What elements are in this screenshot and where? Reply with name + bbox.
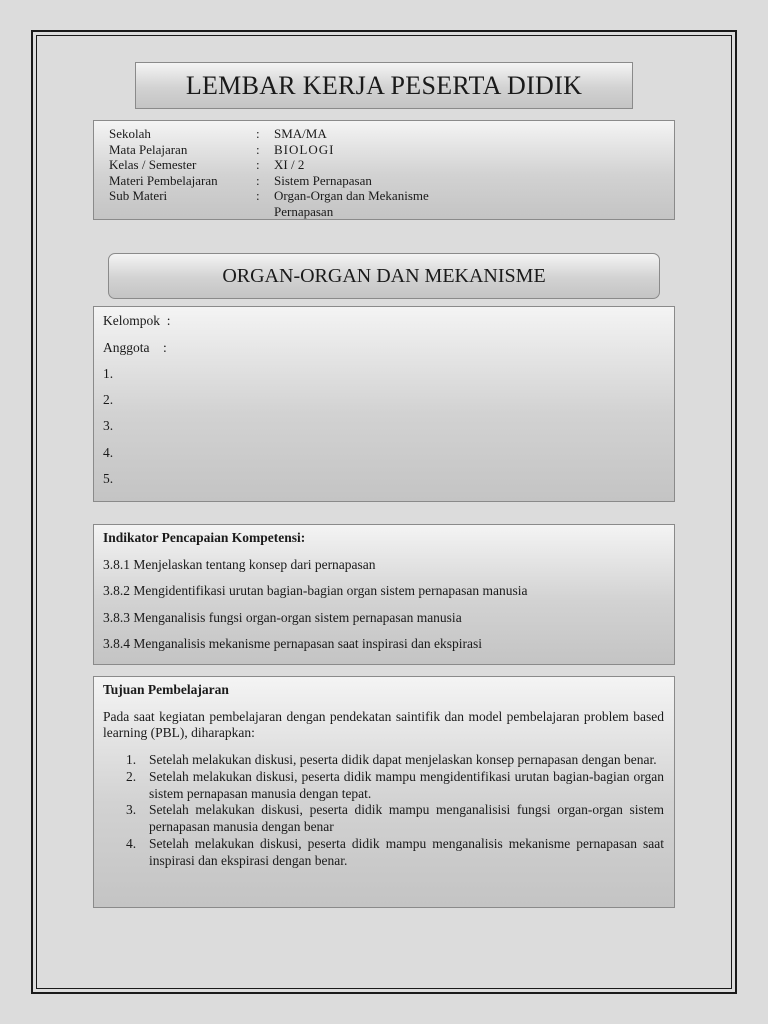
member-number: 1. [103, 366, 114, 381]
worksheet-title-box [135, 62, 633, 109]
info-label: Materi Pembelajaran [109, 172, 218, 188]
info-separator: : [256, 141, 260, 157]
indicator-item: 3.8.1 Menjelaskan tentang konsep dari pernapasan [103, 557, 376, 572]
objective-number: 2. [126, 768, 137, 784]
objective-number: 3. [126, 802, 137, 818]
member-number: 3. [103, 418, 114, 433]
objectives-list [103, 752, 664, 870]
objectives-intro: Pada saat kegiatan pembelajaran dengan pendekatan saintifik dan model pembelajaran problem based learning (PBL), diharapkan: [103, 709, 664, 740]
indicator-item: 3.8.2 Mengidentifikasi urutan bagian-bagian organ sistem pernapasan manusia [103, 583, 528, 598]
learning-objectives-box [93, 676, 675, 908]
info-separator: : [256, 157, 260, 172]
members-label: Anggota : [103, 340, 167, 355]
info-separator: : [256, 172, 260, 188]
subtopic-title-box [108, 253, 660, 299]
member-number: 5. [103, 471, 114, 486]
objective-text: Setelah melakukan diskusi, peserta didik mampu menganalisis mekanisme pernapasan saat inspirasi dan ekspirasi dengan benar. [149, 835, 664, 868]
objective-text: Setelah melakukan diskusi, peserta didik mampu menganalisisi fungsi organ-organ sistem pernapasan manusia dengan benar [149, 802, 664, 835]
objective-item [103, 752, 664, 769]
info-label: Kelas / Semester [109, 157, 197, 172]
member-number: 2. [103, 392, 114, 407]
worksheet-title: LEMBAR KERJA PESERTA DIDIK [185, 70, 583, 100]
info-separator: : [256, 126, 260, 141]
objective-number: 1. [126, 752, 137, 767]
info-value: Sistem Pernapasan [274, 172, 372, 188]
group-label: Kelompok : [103, 313, 171, 328]
objective-item [103, 802, 664, 836]
info-label: Sekolah [109, 126, 151, 141]
info-label: Sub Materi [109, 188, 168, 203]
objective-text: Setelah melakukan diskusi, peserta didik dapat menjelaskan konsep pernapasan dengan benar. [149, 752, 657, 767]
identity-info-box [93, 120, 675, 220]
objective-item [103, 769, 664, 803]
subtopic-title: ORGAN-ORGAN DAN MEKANISME [222, 264, 546, 287]
indicators-heading: Indikator Pencapaian Kompetensi: [103, 530, 306, 545]
indicator-item: 3.8.3 Menganalisis fungsi organ-organ sistem pernapasan manusia [103, 610, 462, 625]
objective-text: Setelah melakukan diskusi, peserta didik mampu mengidentifikasi urutan bagian-bagian organ sistem pernapasan manusia dengan tepat. [149, 768, 664, 801]
info-value: BIOLOGI [274, 141, 335, 157]
info-value: SMA/MA [274, 126, 327, 141]
indicator-item: 3.8.4 Menganalisis mekanisme pernapasan saat inspirasi dan ekspirasi [103, 636, 483, 651]
group-members-box [93, 306, 675, 502]
objective-item [103, 836, 664, 870]
competency-indicators-box [93, 524, 675, 665]
member-number: 4. [103, 445, 114, 460]
info-label: Mata Pelajaran [109, 141, 188, 157]
objective-number: 4. [126, 835, 137, 851]
info-separator: : [256, 188, 260, 203]
info-value: XI / 2 [274, 157, 305, 172]
info-value: Organ-Organ dan Mekanisme Pernapasan [274, 188, 429, 219]
objectives-heading: Tujuan Pembelajaran [103, 682, 229, 697]
